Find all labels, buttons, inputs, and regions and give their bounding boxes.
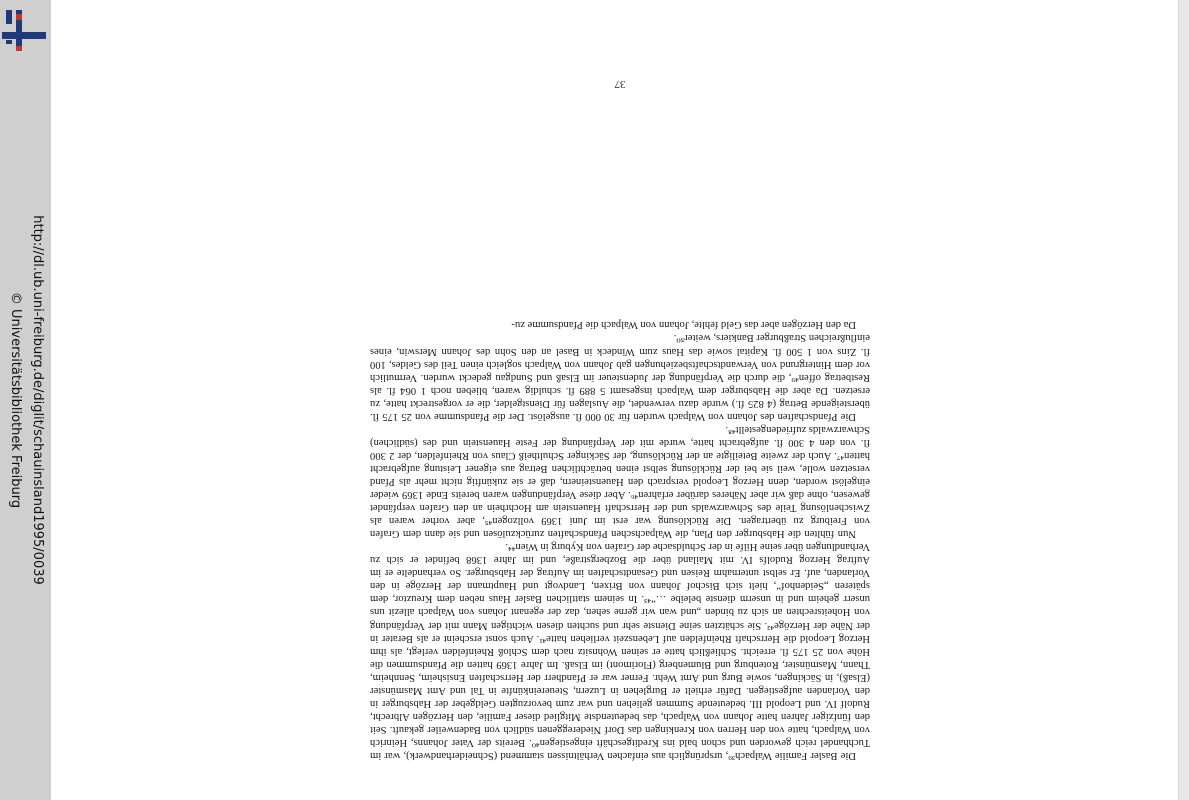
- page-body: [370, 318, 870, 762]
- viewer-sidebar: [0, 0, 51, 800]
- paragraph-3: Die Pfandschaften des Johann von Walpach wurden für 30 000 fl. ausgelöst. Der die Pfandsumme von 25 175 fl. übersteigende Betrag (4 825 fl.) wurde dazu verwendet, die Auslagen für Dienstgelder, die er vorgestreckt hatte, zu ersetzen. Da aber die Habsburger dem Walpach insgesamt 5 889 fl. schuldig waren, blieben noch 1 064 fl. als Restbetrag offen⁴⁹, die durch die Verpfändung der Judensteuer im Elsaß und Sundgau gedeckt wurden. Vermutlich vor dem Hintergrund von Verwandtschaftsbeziehungen gab Johann von Walpach sogleich einen Teil des Geldes, 100 fl. Zins von 1 500 fl. Kapital sowie das Haus zum Windeck in Basel an den Sohn des Johann Merswin, eines einflußreichen Straßburger Bankiers, weiter⁵⁰.: [370, 332, 870, 422]
- paragraph-1: Die Basler Familie Walpach³⁹, ursprünglich aus einfachen Verhältnissen stammend (Schneiderhandwerk), war im Tuchhandel reich geworden und schon bald ins Kreditgeschäft eingestiegen⁴⁰. Bereits der Vater Johanns, Heinrich von Walpach, hatte von den Herren von Krenkingen das Dorf Niedereggenen südlich von Badenweiler gekauft. Seit den fünfziger Jahren hatte Johann von Walpach, das bedeutendste Mitglied dieser Familie, den Herzögen Albrecht, Rudolf IV. und Leopold III. bedeutende Summen geliehen und war zum bevorzugten Geldgeber der Habsburger in den Vorlanden aufgestiegen. Dafür erhielt er Burglehen in Luzern, Steuereinkünfte in Tal und Amt Masmünster (Elsaß), in Säckingen, sowie Burg und Amt Wehr. Ferner war er Pfandherr der Herrschaften Ensisheim, Sennheim, Thann, Masmünster, Rotenburg und Blumenberg (Florimont) im Elsaß. Im Jahre 1369 hatten die Pfandsummen die Höhe von 25 175 fl. erreicht. Schließlich hatte er seinen Wohnsitz nach dem Schloß Rheinfelden verlegt, als ihm Herzog Leopold die Herrschaft Rheinfelden auf Lebenszeit verliehen hatte⁴¹. Auch sonst erscheint er als Berater in der Nähe der Herzöge⁴². Sie schätzten seine Dienste sehr und suchten diesen wichtigen Mann mit der Verpfändung von Hoheitsrechten an sich zu binden „und wan wir gerne sehen, daz der egenant Johans von Walpach allezit uns unserr geheim und in unserm dienste beleibe …“⁴³. In seinem stattlichen Basler Haus neben dem Kreuztor, dem späteren „Seidenhof“, hielt sich Bischof Johann von Brixen, Landvogt und Hauptmann der Herzöge in den Vorlanden, auf. Er selbst unternahm Reisen und Gesandtschaften im Auftrag der Habsburger. So verhandelte er im Auftrag Herzog Rudolfs IV. mit Mailand über die Bozbergstraße, und im Jahre 1368 befindet er sich zu Verhandlungen über seine Hilfe in der Schuldsache der Grafen von Kyburg in Wien⁴⁴.: [370, 541, 870, 761]
- source-url: http://dl.ub.uni-freiburg.de/diglit/schauinsland1995/0039: [30, 215, 45, 585]
- scanned-page: [370, 42, 870, 762]
- paragraph-2: Nun fühlten die Habsburger den Plan, die Walpachschen Pfandschaften zurückzulösen und sie dann dem Grafen von Freiburg zu übertragen. Die Rücklösung war erst im Juni 1369 vollzogen⁴⁵, aber vorher waren als Zwischenlösung Teile des Schwarzwalds und der Herrschaft Hauenstein am Hochrhein an den Grafen verpfändet gewesen, ohne daß wir aber Näheres darüber erfahren⁴⁶. Aber diese Verpfändungen waren bereits Ende 1369 wieder eingelöst worden, denn Herzog Leopold versprach den Hauensteinern, daß er sie zukünftig nicht mehr als Pfand versetzen wolle, weil sie bei der Rücklösung selbst einen beträchtlichen Betrag aus eigener Leistung aufgebracht hatten⁴⁷. Auch der zweite Beteiligte an der Rücklösung, der Säckinger Schultheiß Claus von Rheinfelden, der 2 300 fl. von den 4 300 fl. aufgebracht hatte, wurde mit der Verpfändung der Feste Hauenstein und des (südlichen) Schwarzwalds zufriedengestellt⁴⁸.: [370, 423, 870, 540]
- university-logo-icon: [2, 8, 46, 52]
- scan-edge: [1178, 0, 1189, 800]
- paragraph-4: Da den Herzögen aber das Geld fehlte, Johann von Walpach die Pfandsumme zu-: [511, 319, 856, 331]
- copyright-notice: © Universitätsbibliothek Freiburg: [8, 291, 23, 509]
- page-number: 37: [614, 78, 626, 90]
- sidebar-caption: [4, 215, 48, 585]
